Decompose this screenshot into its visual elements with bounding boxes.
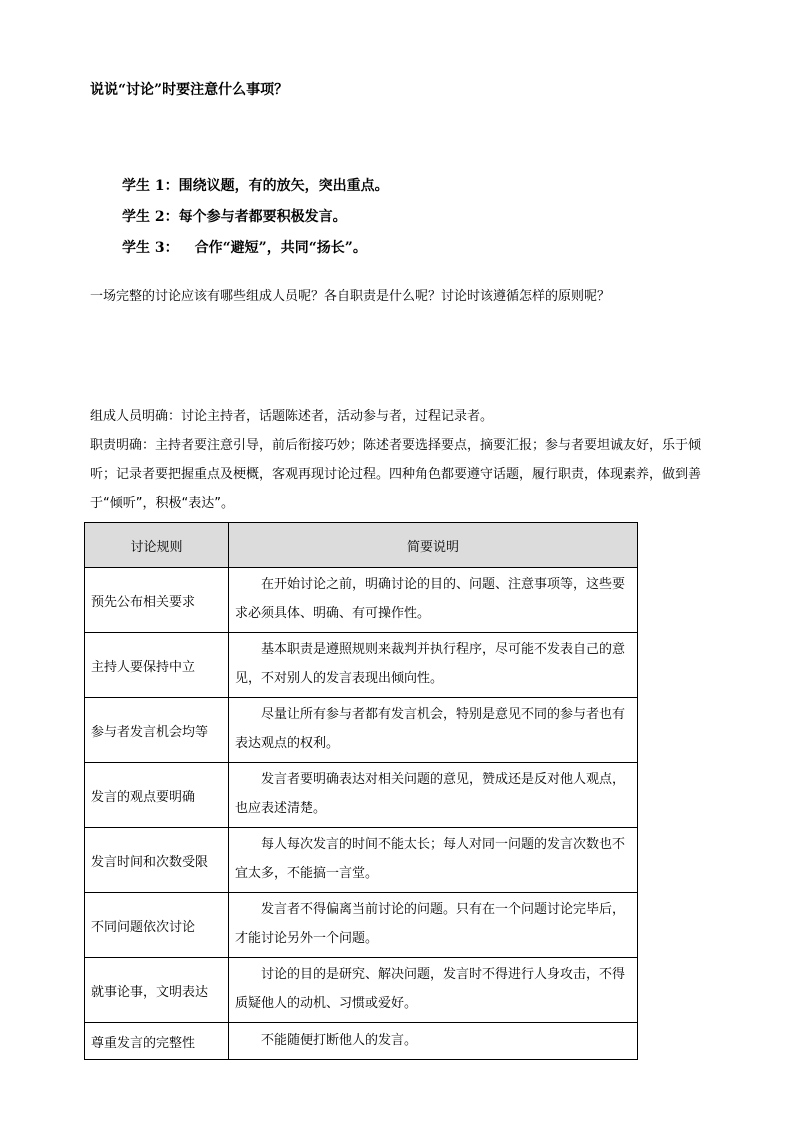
table-row	[85, 763, 638, 828]
student-label: 学生 3：	[122, 240, 179, 256]
description-cell: 基本职责是遵照规则来裁判并执行程序，尽可能不发表自己的意见，不对别人的发言表现出倾向性。	[229, 633, 638, 698]
rule-cell: 预先公布相关要求	[85, 568, 229, 633]
table-row	[85, 828, 638, 893]
discussion-rules-table	[84, 522, 638, 1060]
rule-cell: 参与者发言机会均等	[85, 698, 229, 763]
description-cell: 讨论的目的是研究、解决问题，发言时不得进行人身攻击，不得质疑他人的动机、习惯或爱好。	[229, 958, 638, 1023]
members-paragraph: 组成人员明确：讨论主持者，话题陈述者，活动参与者，过程记录者。	[90, 409, 494, 424]
rule-cell: 发言时间和次数受限	[85, 828, 229, 893]
discussion-question: 一场完整的讨论应该有哪些组成人员呢？各自职责是什么呢？讨论时该遵循怎样的原则呢？	[90, 289, 611, 304]
rule-cell: 就事论事，文明表达	[85, 958, 229, 1023]
duties-paragraph: 职责明确：主持者要注意引导，前后衔接巧妙；陈述者要选择要点，摘要汇报；参与者要坦诚友好，乐于倾听；记录者要把握重点及梗概，客观再现讨论过程。四种角色都要遵守话题，履行职责，体现素养，做到善于“倾听”，积极“表达”。	[90, 438, 702, 511]
header-description: 简要说明	[229, 523, 638, 568]
description-cell: 发言者要明确表达对相关问题的意见，赞成还是反对他人观点，也应表述清楚。	[229, 763, 638, 828]
table-row	[85, 568, 638, 633]
student-answer-text: 每个参与者都要积极发言。	[178, 209, 347, 225]
student-answer-2	[122, 205, 389, 236]
student-answer-1	[122, 174, 389, 205]
description-cell: 每人每次发言的时间不能太长；每人对同一问题的发言次数也不宜太多，不能搞一言堂。	[229, 828, 638, 893]
rule-cell: 尊重发言的完整性	[85, 1023, 229, 1060]
description-cell: 在开始讨论之前，明确讨论的目的、问题、注意事项等，这些要求必须具体、明确、有可操作性。	[229, 568, 638, 633]
student-label: 学生 2：	[122, 209, 179, 225]
rule-cell: 不同问题依次讨论	[85, 893, 229, 958]
description-cell: 不能随便打断他人的发言。	[229, 1023, 638, 1060]
student-answer-3	[122, 236, 389, 267]
student-answer-text: 合作“避短”，共同“扬长”。	[194, 240, 367, 256]
table-row	[85, 633, 638, 698]
description-cell: 发言者不得偏离当前讨论的问题。只有在一个问题讨论完毕后，才能讨论另外一个问题。	[229, 893, 638, 958]
student-answer-text: 围绕议题，有的放矢，突出重点。	[178, 178, 389, 194]
table-row	[85, 958, 638, 1023]
section-heading: 说说“讨论”时要注意什么事项？	[90, 82, 289, 98]
student-answers	[122, 174, 389, 267]
rule-cell: 主持人要保持中立	[85, 633, 229, 698]
table-row	[85, 893, 638, 958]
table-row	[85, 1023, 638, 1060]
header-rule: 讨论规则	[85, 523, 229, 568]
table-header-row	[85, 523, 638, 568]
table-row	[85, 698, 638, 763]
rule-cell: 发言的观点要明确	[85, 763, 229, 828]
description-cell: 尽量让所有参与者都有发言机会，特别是意见不同的参与者也有表达观点的权利。	[229, 698, 638, 763]
student-label: 学生 1：	[122, 178, 179, 194]
